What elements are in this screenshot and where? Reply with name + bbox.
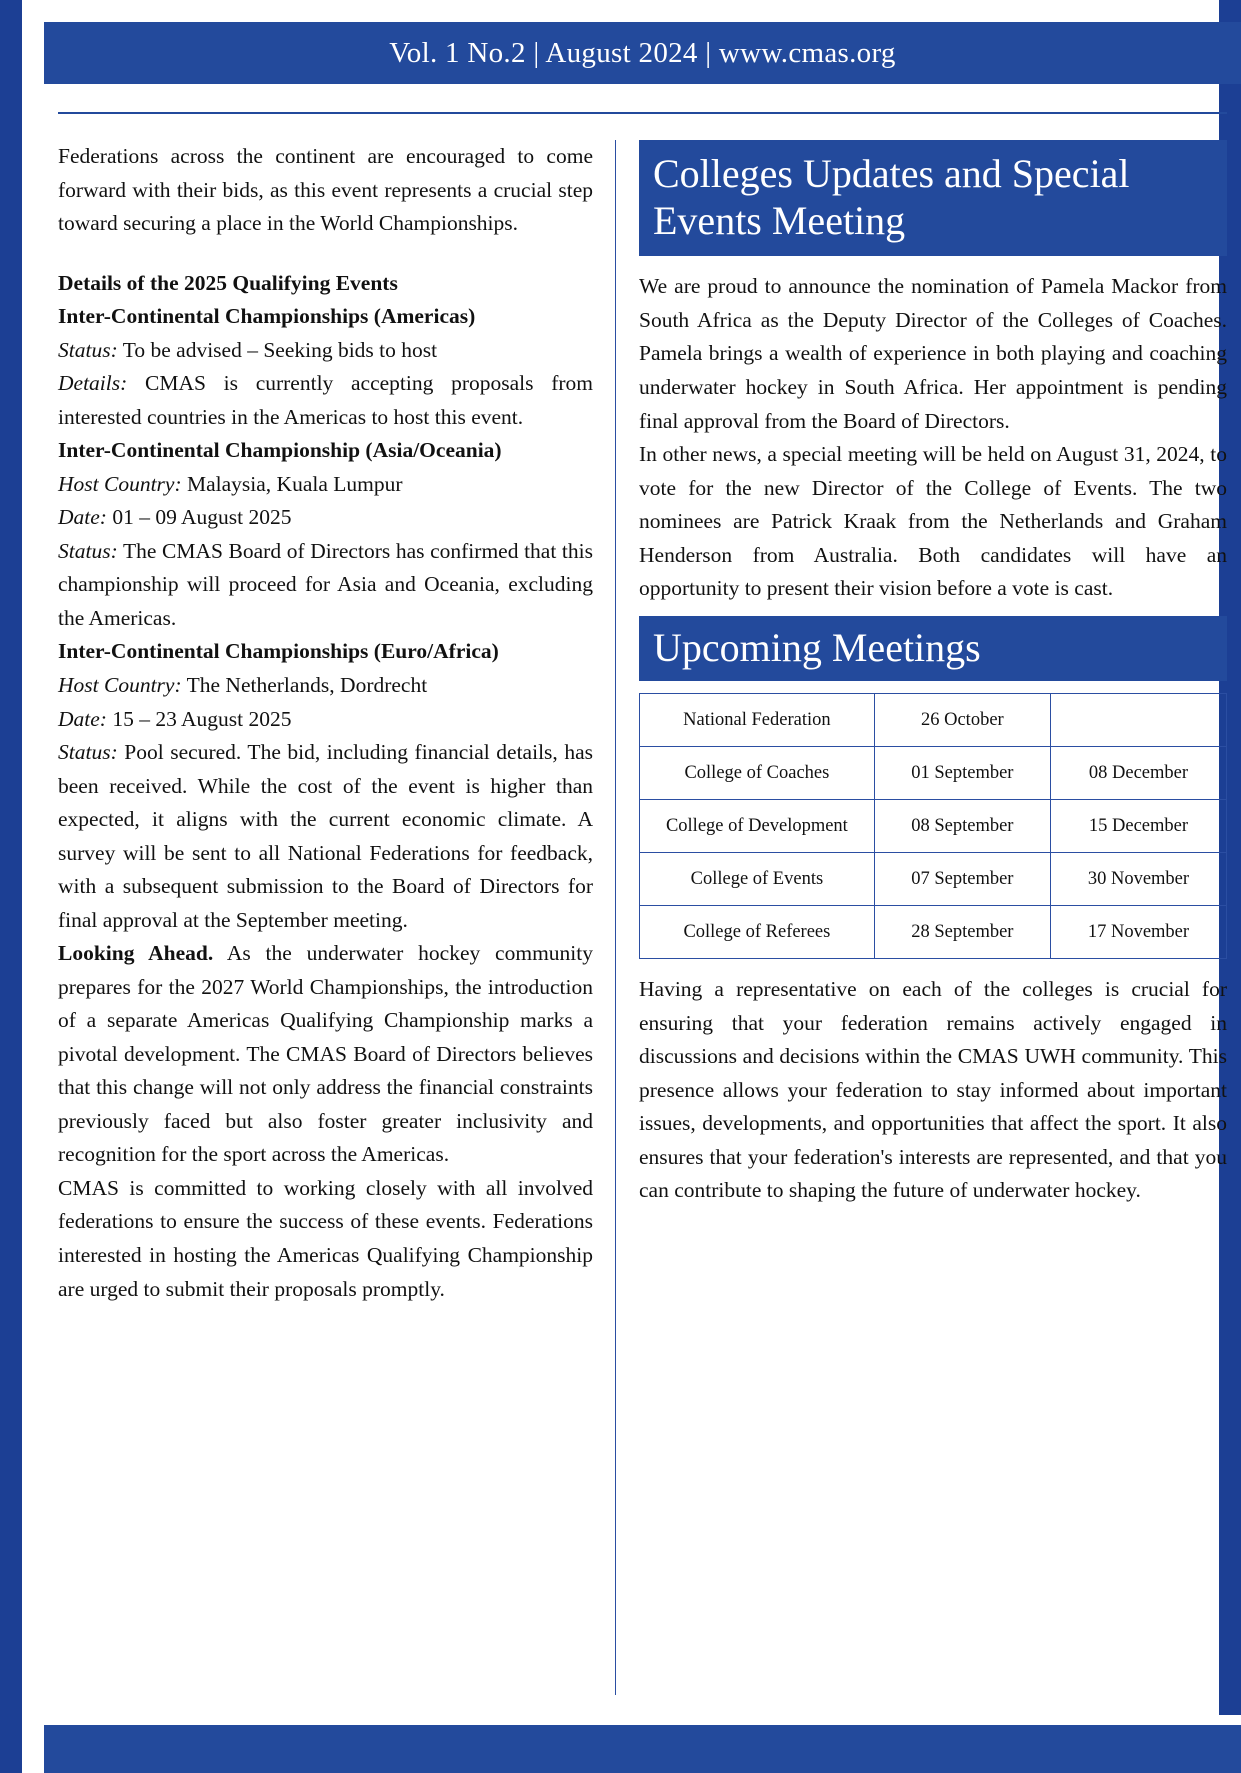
meeting-date-1: 28 September <box>874 906 1050 959</box>
field-value: The CMAS Board of Directors has confirmed that this championship will proceed for Asia and Oceania, excluding the Americas. <box>58 538 593 630</box>
intro-paragraph: Federations across the continent are encouraged to come forward with their bids, as this event represents a crucial step toward securing a place in the World Championships. <box>58 144 593 236</box>
meeting-date-2: 08 December <box>1050 746 1226 799</box>
meeting-date-2: 17 November <box>1050 906 1226 959</box>
upcoming-meetings-headline: Upcoming Meetings <box>639 616 1227 681</box>
looking-ahead-paragraph <box>58 937 593 1172</box>
table-row <box>640 853 1227 906</box>
right-column <box>616 140 1227 1695</box>
colleges-paragraph-2: In other news, a special meeting will be held on August 31, 2024, to vote for the new Director of the College of Events. The two nominees are Patrick Kraak from the Netherlands and Graham Henderson from Australia. Both candidates will have an opportunity to present their vision before a vote is cast. <box>639 442 1227 601</box>
two-column-content <box>58 140 1227 1695</box>
meeting-date-2: 30 November <box>1050 853 1226 906</box>
table-row <box>640 906 1227 959</box>
field-value: 01 – 09 August 2025 <box>106 505 292 530</box>
field-label: Status: <box>58 740 118 765</box>
field-label: Status: <box>58 337 118 362</box>
field-value: The Netherlands, Dordrecht <box>181 672 428 697</box>
meeting-date-2 <box>1050 693 1226 746</box>
masthead-banner <box>44 22 1241 84</box>
event-asia-host <box>58 468 593 502</box>
field-label: Date: <box>58 505 107 530</box>
event-americas-details <box>58 367 593 434</box>
meeting-name: College of Development <box>640 799 875 852</box>
field-label: Status: <box>58 538 118 563</box>
event-title-americas: Inter-Continental Championships (Americas) <box>58 304 476 329</box>
footer-spacer <box>44 1715 1241 1725</box>
table-row <box>640 693 1227 746</box>
colleges-updates-headline: Colleges Updates and Special Events Meeting <box>639 140 1227 256</box>
field-value: CMAS is currently accepting proposals from interested countries in the Americas to host this event. <box>58 371 593 429</box>
event-americas-status <box>58 334 593 368</box>
field-value: Pool secured. The bid, including financial details, has been received. While the cost of the event is higher than expected, it aligns with the current economic climate. A survey will be sent to all National Federations for feedback, with a subsequent submission to the Board of Directors for final approval at the September meeting. <box>58 740 593 932</box>
meeting-name: College of Referees <box>640 906 875 959</box>
field-value: To be advised – Seeking bids to host <box>117 337 438 362</box>
meeting-date-1: 07 September <box>874 853 1050 906</box>
field-label: Date: <box>58 706 107 731</box>
event-euro-date <box>58 703 593 737</box>
event-euro-status <box>58 736 593 937</box>
meeting-date-1: 01 September <box>874 746 1050 799</box>
footer-bar <box>44 1725 1241 1773</box>
field-label: Host Country: <box>58 471 182 496</box>
field-label: Details: <box>58 371 128 396</box>
masthead-divider <box>58 112 1227 114</box>
table-row <box>640 746 1227 799</box>
left-column <box>58 140 616 1695</box>
event-asia-status <box>58 535 593 636</box>
paragraph-spacer <box>58 241 593 267</box>
looking-ahead-label: Looking Ahead. <box>58 941 214 966</box>
field-label: Host Country: <box>58 672 182 697</box>
masthead-text: Vol. 1 No.2 | August 2024 | www.cmas.org <box>389 36 896 69</box>
colleges-paragraph-1: We are proud to announce the nomination of Pamela Mackor from South Africa as the Deputy Director of the Colleges of Coaches. Pamela brings a wealth of experience in both playing and coaching underwater hockey in South Africa. Her appointment is pending final approval from the Board of Directors. <box>639 274 1227 433</box>
field-value: Malaysia, Kuala Lumpur <box>181 471 403 496</box>
event-title-euro-africa: Inter-Continental Championships (Euro/Africa) <box>58 639 499 664</box>
looking-ahead-text: As the underwater hockey community prepares for the 2027 World Championships, the introduction of a separate Americas Qualifying Championship marks a pivotal development. The CMAS Board of Directors believes that this change will not only address the financial constraints previously faced but also foster greater inclusivity and recognition for the sport across the Americas. <box>58 941 593 1167</box>
details-heading: Details of the 2025 Qualifying Events <box>58 270 398 295</box>
closing-paragraph: CMAS is committed to working closely with all involved federations to ensure the success of these events. Federations interested in hosting the Americas Qualifying Championship are urged to submit their proposals promptly. <box>58 1175 593 1301</box>
meeting-name: National Federation <box>640 693 875 746</box>
meeting-name: College of Coaches <box>640 746 875 799</box>
upcoming-meetings-table <box>639 693 1227 959</box>
meeting-date-1: 08 September <box>874 799 1050 852</box>
event-asia-date <box>58 501 593 535</box>
meeting-name: College of Events <box>640 853 875 906</box>
event-title-asia-oceania: Inter-Continental Championship (Asia/Oceania) <box>58 438 502 463</box>
meeting-date-1: 26 October <box>874 693 1050 746</box>
table-row <box>640 799 1227 852</box>
meeting-date-2: 15 December <box>1050 799 1226 852</box>
colleges-paragraph-3: Having a representative on each of the colleges is crucial for ensuring that your federation remains actively engaged in discussions and decisions within the CMAS UWH community. This presence allows your federation to stay informed about important issues, developments, and opportunities that affect the sport. It also ensures that your federation's interests are represented, and that you can contribute to shaping the future of underwater hockey. <box>639 977 1227 1203</box>
field-value: 15 – 23 August 2025 <box>106 706 292 731</box>
event-euro-host <box>58 669 593 703</box>
